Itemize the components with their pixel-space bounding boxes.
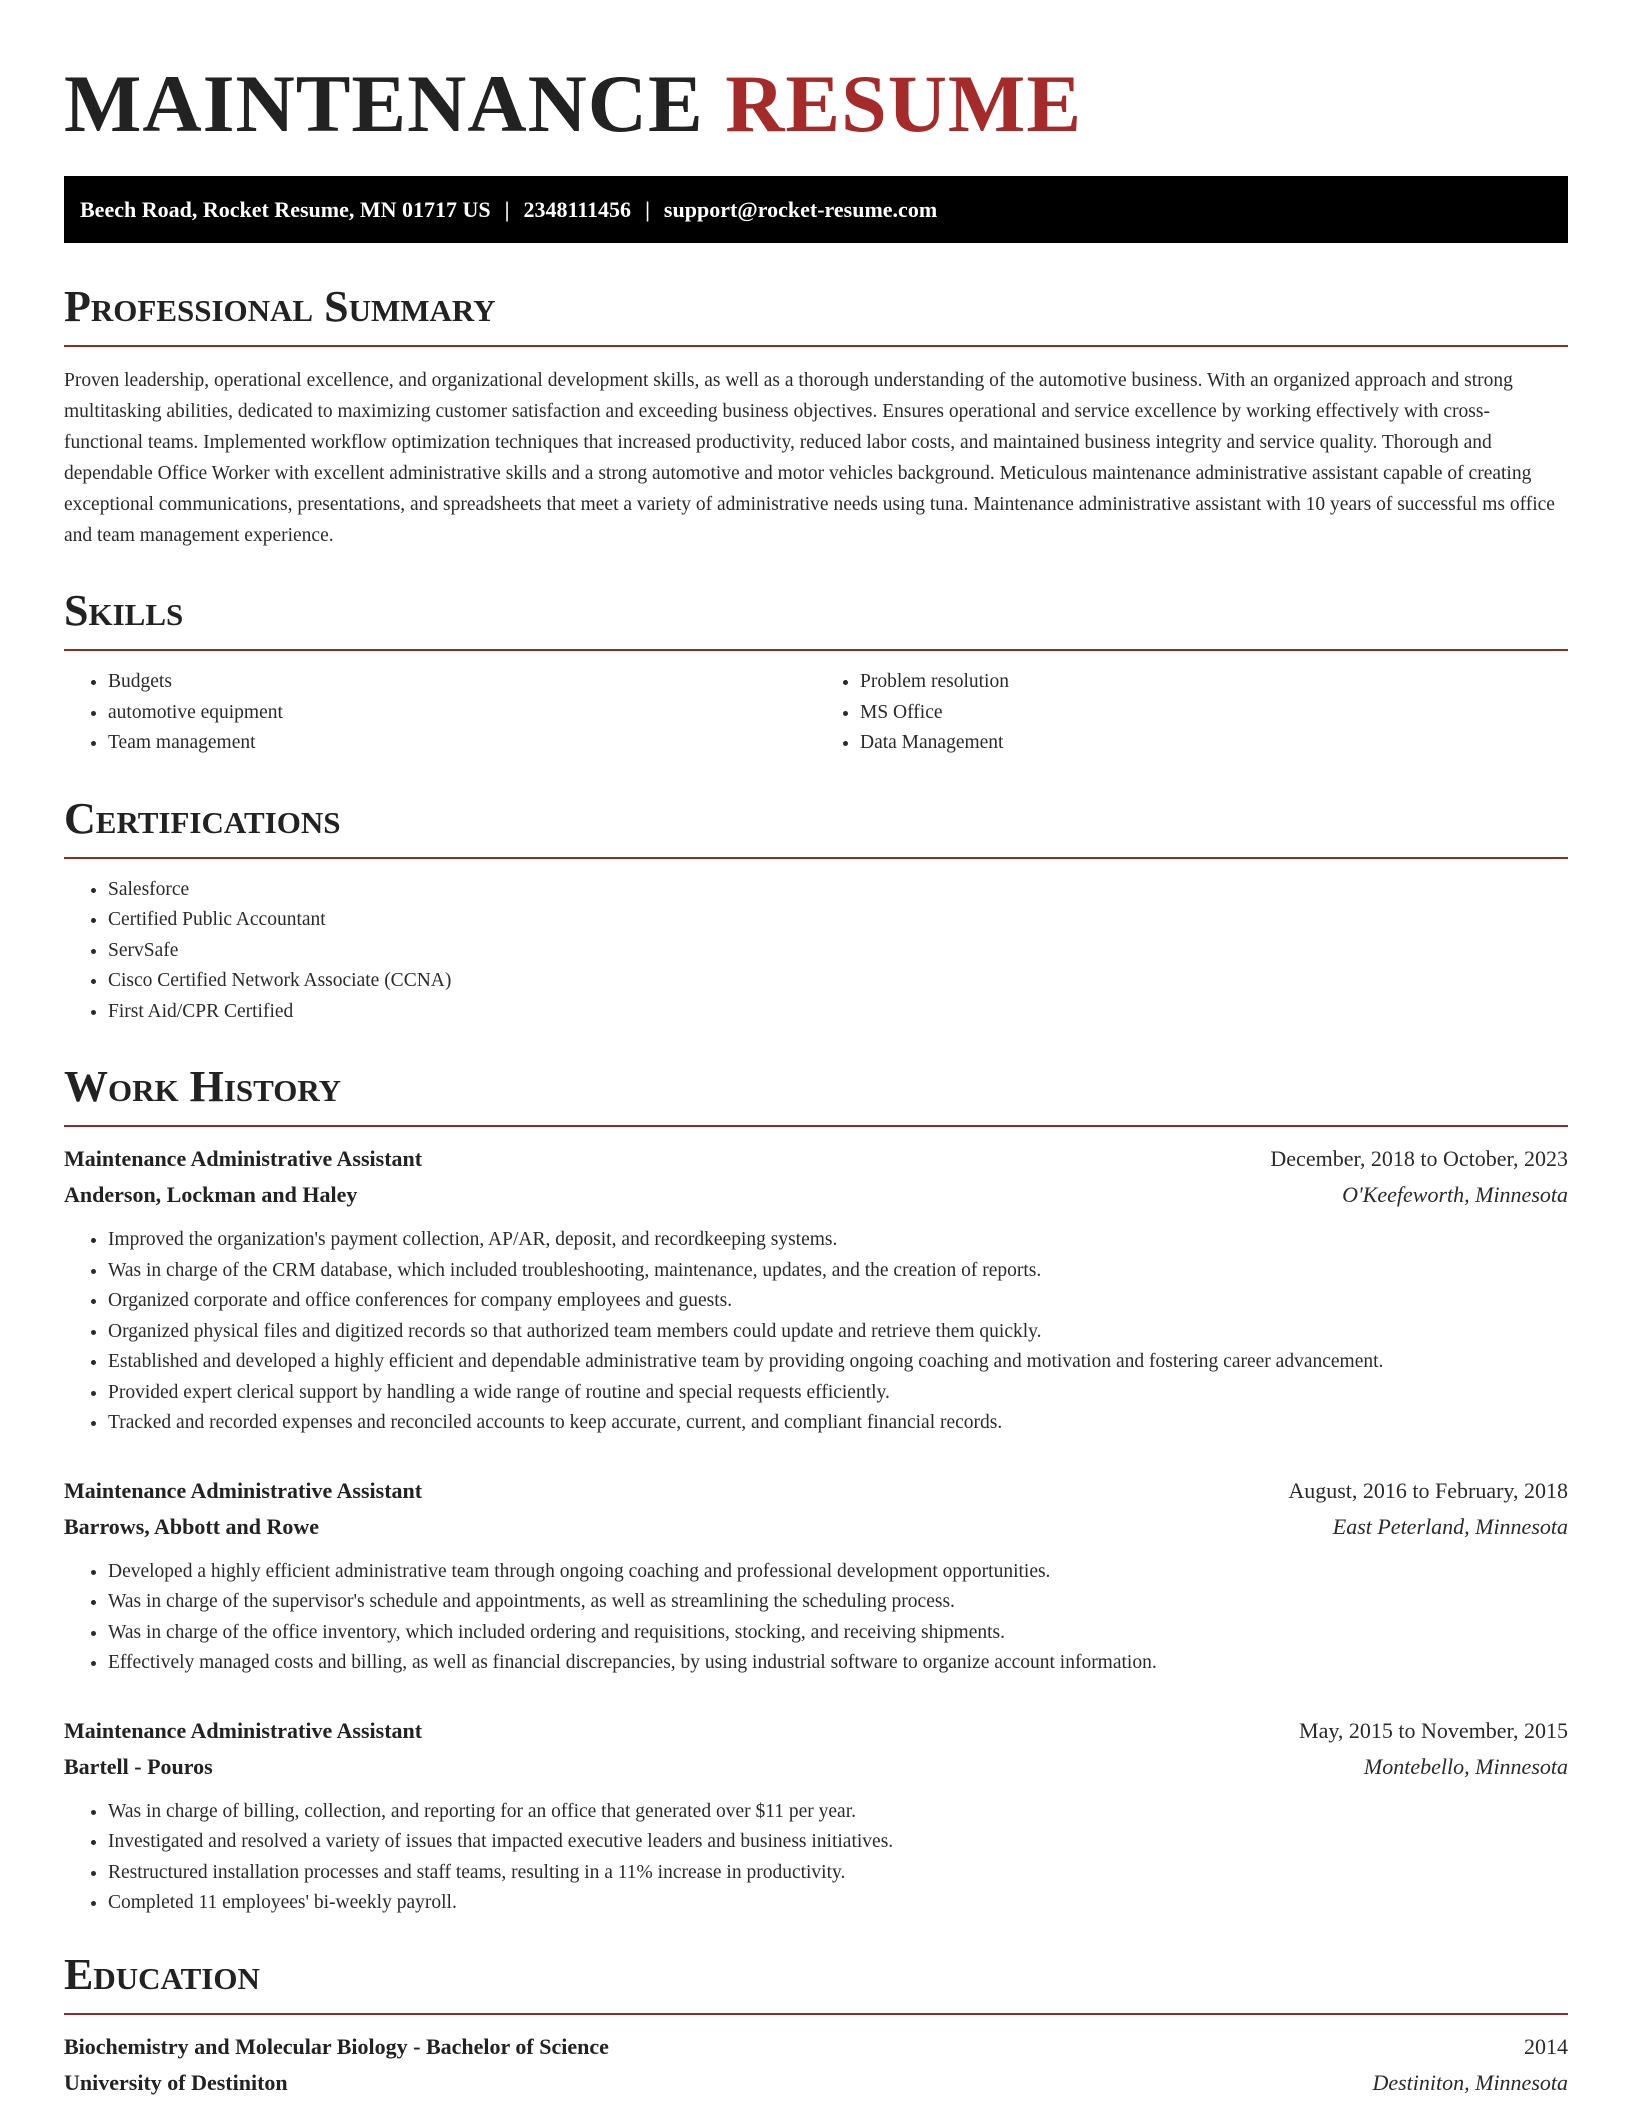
job-title: Maintenance Administrative Assistant: [64, 1717, 423, 1743]
job-entry: [64, 1141, 1568, 1439]
contact-email: support@rocket-resume.com: [663, 196, 938, 222]
certification-item: • Salesforce: [108, 875, 1568, 906]
work-history-heading: Work History: [64, 1062, 342, 1111]
contact-address: Beech Road, Rocket Resume, MN 01717 US: [80, 196, 491, 222]
job-location: East Peterland, Minnesota: [1332, 1513, 1568, 1539]
education-location: Destiniton, Minnesota: [1372, 2069, 1568, 2095]
job-duties-list: [64, 1557, 1568, 1679]
job-company-row: [64, 1509, 1568, 1545]
section-divider: [64, 857, 1568, 859]
job-duty-item: • Was in charge of the supervisor's schedule and appointments, as well as streamlining the scheduling process.: [108, 1587, 1568, 1618]
resume-title: [64, 56, 1568, 152]
summary-section: [64, 281, 1568, 551]
job-duty-item: • Was in charge of the CRM database, which included troubleshooting, maintenance, updates, and the creation of reports.: [108, 1256, 1568, 1287]
education-entry: [64, 2029, 1568, 2101]
job-company-row: [64, 1749, 1568, 1785]
job-company-row: [64, 1177, 1568, 1213]
job-header-row: [64, 1713, 1568, 1749]
job-entry: [64, 1713, 1568, 1919]
job-duty-item: • Completed 11 employees' bi-weekly payroll.: [108, 1888, 1568, 1919]
job-duty-item: • Was in charge of billing, collection, and reporting for an office that generated over $11 per year.: [108, 1797, 1568, 1828]
skill-item: • automotive equipment: [108, 698, 816, 729]
job-header-row: [64, 1473, 1568, 1509]
job-duties-list: [64, 1797, 1568, 1919]
summary-heading: Professional Summary: [64, 282, 496, 331]
contact-separator: |: [504, 196, 510, 222]
section-divider: [64, 345, 1568, 347]
certification-item: • Certified Public Accountant: [108, 905, 1568, 936]
education-heading: Education: [64, 1949, 260, 1999]
job-title: Maintenance Administrative Assistant: [64, 1146, 423, 1171]
section-divider: [64, 2013, 1568, 2015]
job-location: O'Keefeworth, Minnesota: [1342, 1182, 1568, 1207]
education-section: [64, 1949, 1568, 2101]
job-duty-item: • Organized physical files and digitized records so that authorized team members could update and retrieve them quickly.: [108, 1317, 1568, 1348]
skill-item: • Budgets: [108, 667, 816, 698]
skills-list-left: [64, 667, 816, 759]
job-dates: December, 2018 to October, 2023: [1270, 1146, 1568, 1171]
section-divider: [64, 1125, 1568, 1127]
job-company: Barrows, Abbott and Rowe: [64, 1513, 320, 1539]
job-duty-item: • Developed a highly efficient administrative team through ongoing coaching and professional development opportunities.: [108, 1557, 1568, 1588]
section-divider: [64, 649, 1568, 651]
certification-item: • Cisco Certified Network Associate (CCNA): [108, 966, 1568, 997]
job-duty-item: • Restructured installation processes and staff teams, resulting in a 11% increase in productivity.: [108, 1858, 1568, 1889]
education-year: 2014: [1524, 2033, 1568, 2059]
job-duties-list: [64, 1225, 1568, 1439]
job-duty-item: • Was in charge of the office inventory, which included ordering and requisitions, stocking, and receiving shipments.: [108, 1618, 1568, 1649]
education-school-row: [64, 2065, 1568, 2101]
title-main: MAINTENANCE: [64, 58, 704, 149]
education-degree-row: [64, 2029, 1568, 2065]
skills-heading: Skills: [64, 586, 184, 635]
job-duty-item: • Investigated and resolved a variety of issues that impacted executive leaders and business initiatives.: [108, 1827, 1568, 1858]
certification-item: • First Aid/CPR Certified: [108, 997, 1568, 1028]
job-duty-item: • Tracked and recorded expenses and reconciled accounts to keep accurate, current, and compliant financial records.: [108, 1408, 1568, 1439]
job-header-row: [64, 1141, 1568, 1177]
certifications-heading: Certifications: [64, 793, 341, 843]
skills-grid: [64, 667, 1568, 759]
job-dates: May, 2015 to November, 2015: [1299, 1717, 1568, 1743]
job-duty-item: • Provided expert clerical support by handling a wide range of routine and special requests efficiently.: [108, 1378, 1568, 1409]
work-history-section: [64, 1061, 1568, 1919]
title-accent: RESUME: [725, 58, 1083, 149]
job-duty-item: • Improved the organization's payment collection, AP/AR, deposit, and recordkeeping systems.: [108, 1225, 1568, 1256]
job-location: Montebello, Minnesota: [1363, 1753, 1568, 1779]
job-title: Maintenance Administrative Assistant: [64, 1477, 423, 1503]
contact-separator: |: [645, 196, 650, 222]
skills-section: [64, 585, 1568, 759]
job-company: Bartell - Pouros: [64, 1753, 213, 1779]
summary-text: Proven leadership, operational excellence, and organizational development skills, as well as a thorough understanding of the automotive business. With an organized approach and strong multitasking abilities, dedicated to maximizing customer satisfaction and exceeding business objectives. Ensures operational and service excellence by working effectively with cross-functional teams. Implemented workflow optimization techniques that increased productivity, reduced labor costs, and maintained business integrity and service quality. Thorough and dependable Office Worker with excellent administrative skills and a strong automotive and motor vehicles background. Meticulous maintenance administrative assistant capable of creating exceptional communications, presentations, and spreadsheets that meet a variety of administrative needs using tuna. Maintenance administrative assistant with 10 years of successful ms office and team management experience.: [64, 370, 1555, 546]
skill-item: • MS Office: [860, 698, 1568, 729]
skill-item: • Problem resolution: [860, 667, 1568, 698]
education-school: University of Destiniton: [64, 2069, 288, 2095]
job-duty-item: • Established and developed a highly efficient and dependable administrative team by providing ongoing coaching and motivation and fostering career advancement.: [108, 1347, 1568, 1378]
certification-item: • ServSafe: [108, 936, 1568, 967]
skill-item: • Team management: [108, 728, 816, 759]
job-company: Anderson, Lockman and Haley: [64, 1182, 358, 1207]
job-duty-item: • Effectively managed costs and billing, as well as financial discrepancies, by using industrial software to organize account information.: [108, 1648, 1568, 1679]
skill-item: • Data Management: [860, 728, 1568, 759]
job-dates: August, 2016 to February, 2018: [1288, 1477, 1568, 1503]
certifications-list: [64, 875, 1568, 1028]
contact-bar: [64, 176, 1568, 243]
skills-list-right: [816, 667, 1568, 759]
education-degree: Biochemistry and Molecular Biology - Bachelor of Science: [64, 2033, 609, 2059]
contact-phone: 2348111456: [523, 196, 632, 222]
certifications-section: [64, 793, 1568, 1028]
job-duty-item: • Organized corporate and office conferences for company employees and guests.: [108, 1286, 1568, 1317]
job-entry: [64, 1473, 1568, 1679]
